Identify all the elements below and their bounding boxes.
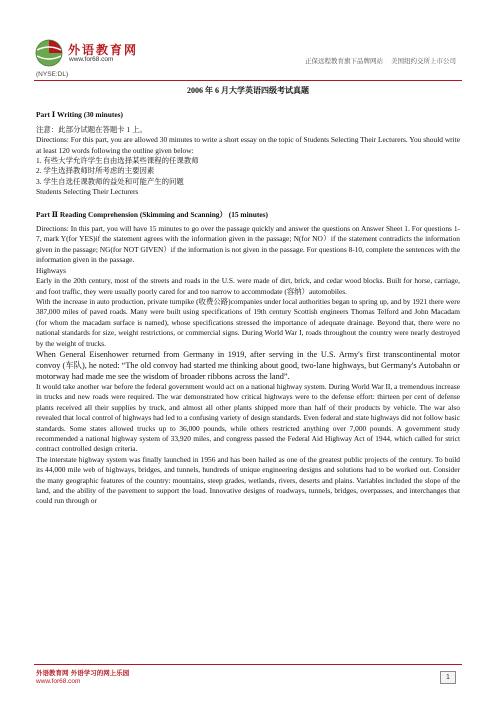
paragraph-2-quote: When General Eisenhower returned from Germany in 1919, after serving in the U.S. Army's first transcontinental motor convoy (车队), he noted: “The old convoy had started me thinking about good, two-lane highways, but Germany's Autobahn or motorway had made me see the wisdom of broader ribbons across the land”. (36, 349, 460, 381)
slogan-listing: 美国纽约交所上市公司 (391, 57, 456, 65)
page-title: 2006 年 6 月大学英语四级考试真题 (187, 86, 309, 95)
part1-note: 注意：此部分试题在答题卡 1 上。 (36, 124, 147, 134)
passage-title: Highways (36, 265, 66, 275)
essay-title: Students Selecting Their Lecturers (36, 187, 139, 197)
part2-heading: Part Ⅱ Reading Comprehension (Skimming and Scanning） (15 minutes) (36, 209, 268, 219)
header-slogan (305, 56, 456, 65)
footer-url[interactable]: www.for68.com (36, 678, 81, 685)
outline-item-2: 2. 学生选择教师时所考虑的主要因素 (36, 166, 155, 176)
brand-name: 外语教育网 (68, 43, 139, 57)
page-number: 1 (440, 671, 456, 684)
page-header (0, 0, 496, 80)
paragraph-3: It would take another war before the federal government would act on a national highway system. During World War II, a tremendous increase in trucks and new roads were required. The war demonstrated how critical highways were to the defense effort: thirteen per cent of defense plants received all their supplies by truck, and almost all other plants shipped more than half of their products by vehicle. The war also revealed that local control of highways had led to a confusing variety of design standards. Even federal and state highways did not follow basic standards. Some states allowed trucks up to 36,000 pounds, while others restricted anything over 7,000 pounds. A government study recommended a national highway system of 33,920 miles, and congress passed the Federal Aid Highway Act of 1944, which called for strict contract controlled design criteria. (36, 381, 460, 454)
footer-divider (34, 664, 462, 665)
paragraph-1: Early in the 20th century, most of the streets and roads in the U.S. were made of dirt, brick, and cedar wood blocks. Built for horse, carriage, and foot traffic, they were usually poorly cared for and too narrow to accommodate (容纳）automobiles. (36, 276, 460, 296)
globe-logo-icon (34, 38, 64, 68)
header-divider (34, 80, 462, 81)
slogan-brand: 正保远程教育旗下品牌网站 (305, 57, 383, 65)
outline-item-3: 3. 学生自选任课教师的益处和可能产生的问题 (36, 176, 184, 186)
stock-ticker: (NYSE:DL) (36, 71, 69, 78)
page-footer (0, 664, 496, 702)
document-body (36, 84, 460, 507)
paragraph-4: The interstate highway system was finally launched in 1956 and has been hailed as one of the greatest public projects of the century. To build its 44,000 mile web of highways, bridges, and tunnels, hundreds of unique engineering designs and solutions had to be worked out. Consider the many geographic features of the country: mountains, steep grades, wetlands, rivers, deserts and plains. Variables included the slope of the land, and the ability of the pavement to support the load. Innovative designs of roadways, tunnels, bridges, overpasses, and interchanges that could run through or (36, 454, 460, 506)
part2-directions: Directions: In this part, you will have 15 minutes to go over the passage quickly and answer the questions on Answer Sheet 1. For questions 1-7, mark Y(for YES)if the statement agrees with the information given in the passage; N(for NO）if the statement contradicts the information given in the passage; NG(for NOT GIVEN）if the information is not given in the passage. For questions 8-10, complete the sentences with the information given in the passage. (36, 224, 460, 265)
part1-heading: Part Ⅰ Writing (30 minutes) (36, 110, 123, 120)
paragraph-2: With the increase in auto production, private turnpike (收费公路)companies under local authorities began to spring up, and by 1921 there were 387,000 miles of paved roads. Many were built using specifications of 19th century Scottish engineers Thomas Telford and John Macadam (for whom the macadam surface is named), whose specifications stressed the importance of adequate drainage. Beyond that, there were no national standards for size, weight restrictions, or commercial signs. During World War I, roads throughout the country were nearly destroyed by the weight of trucks. (36, 296, 460, 348)
outline-item-1: 1. 有些大学允许学生自由选择某些课程的任课教师 (36, 156, 199, 166)
footer-site-name: 外语教育网 外语学习的网上乐园 (36, 669, 130, 677)
brand-url[interactable]: www.for68.com (69, 56, 114, 63)
part1-directions: Directions: For this part, you are allowed 30 minutes to write a short essay on the topic of Students Selecting Their Lecturers. You should write at least 120 words following the outline given below: (36, 135, 460, 155)
